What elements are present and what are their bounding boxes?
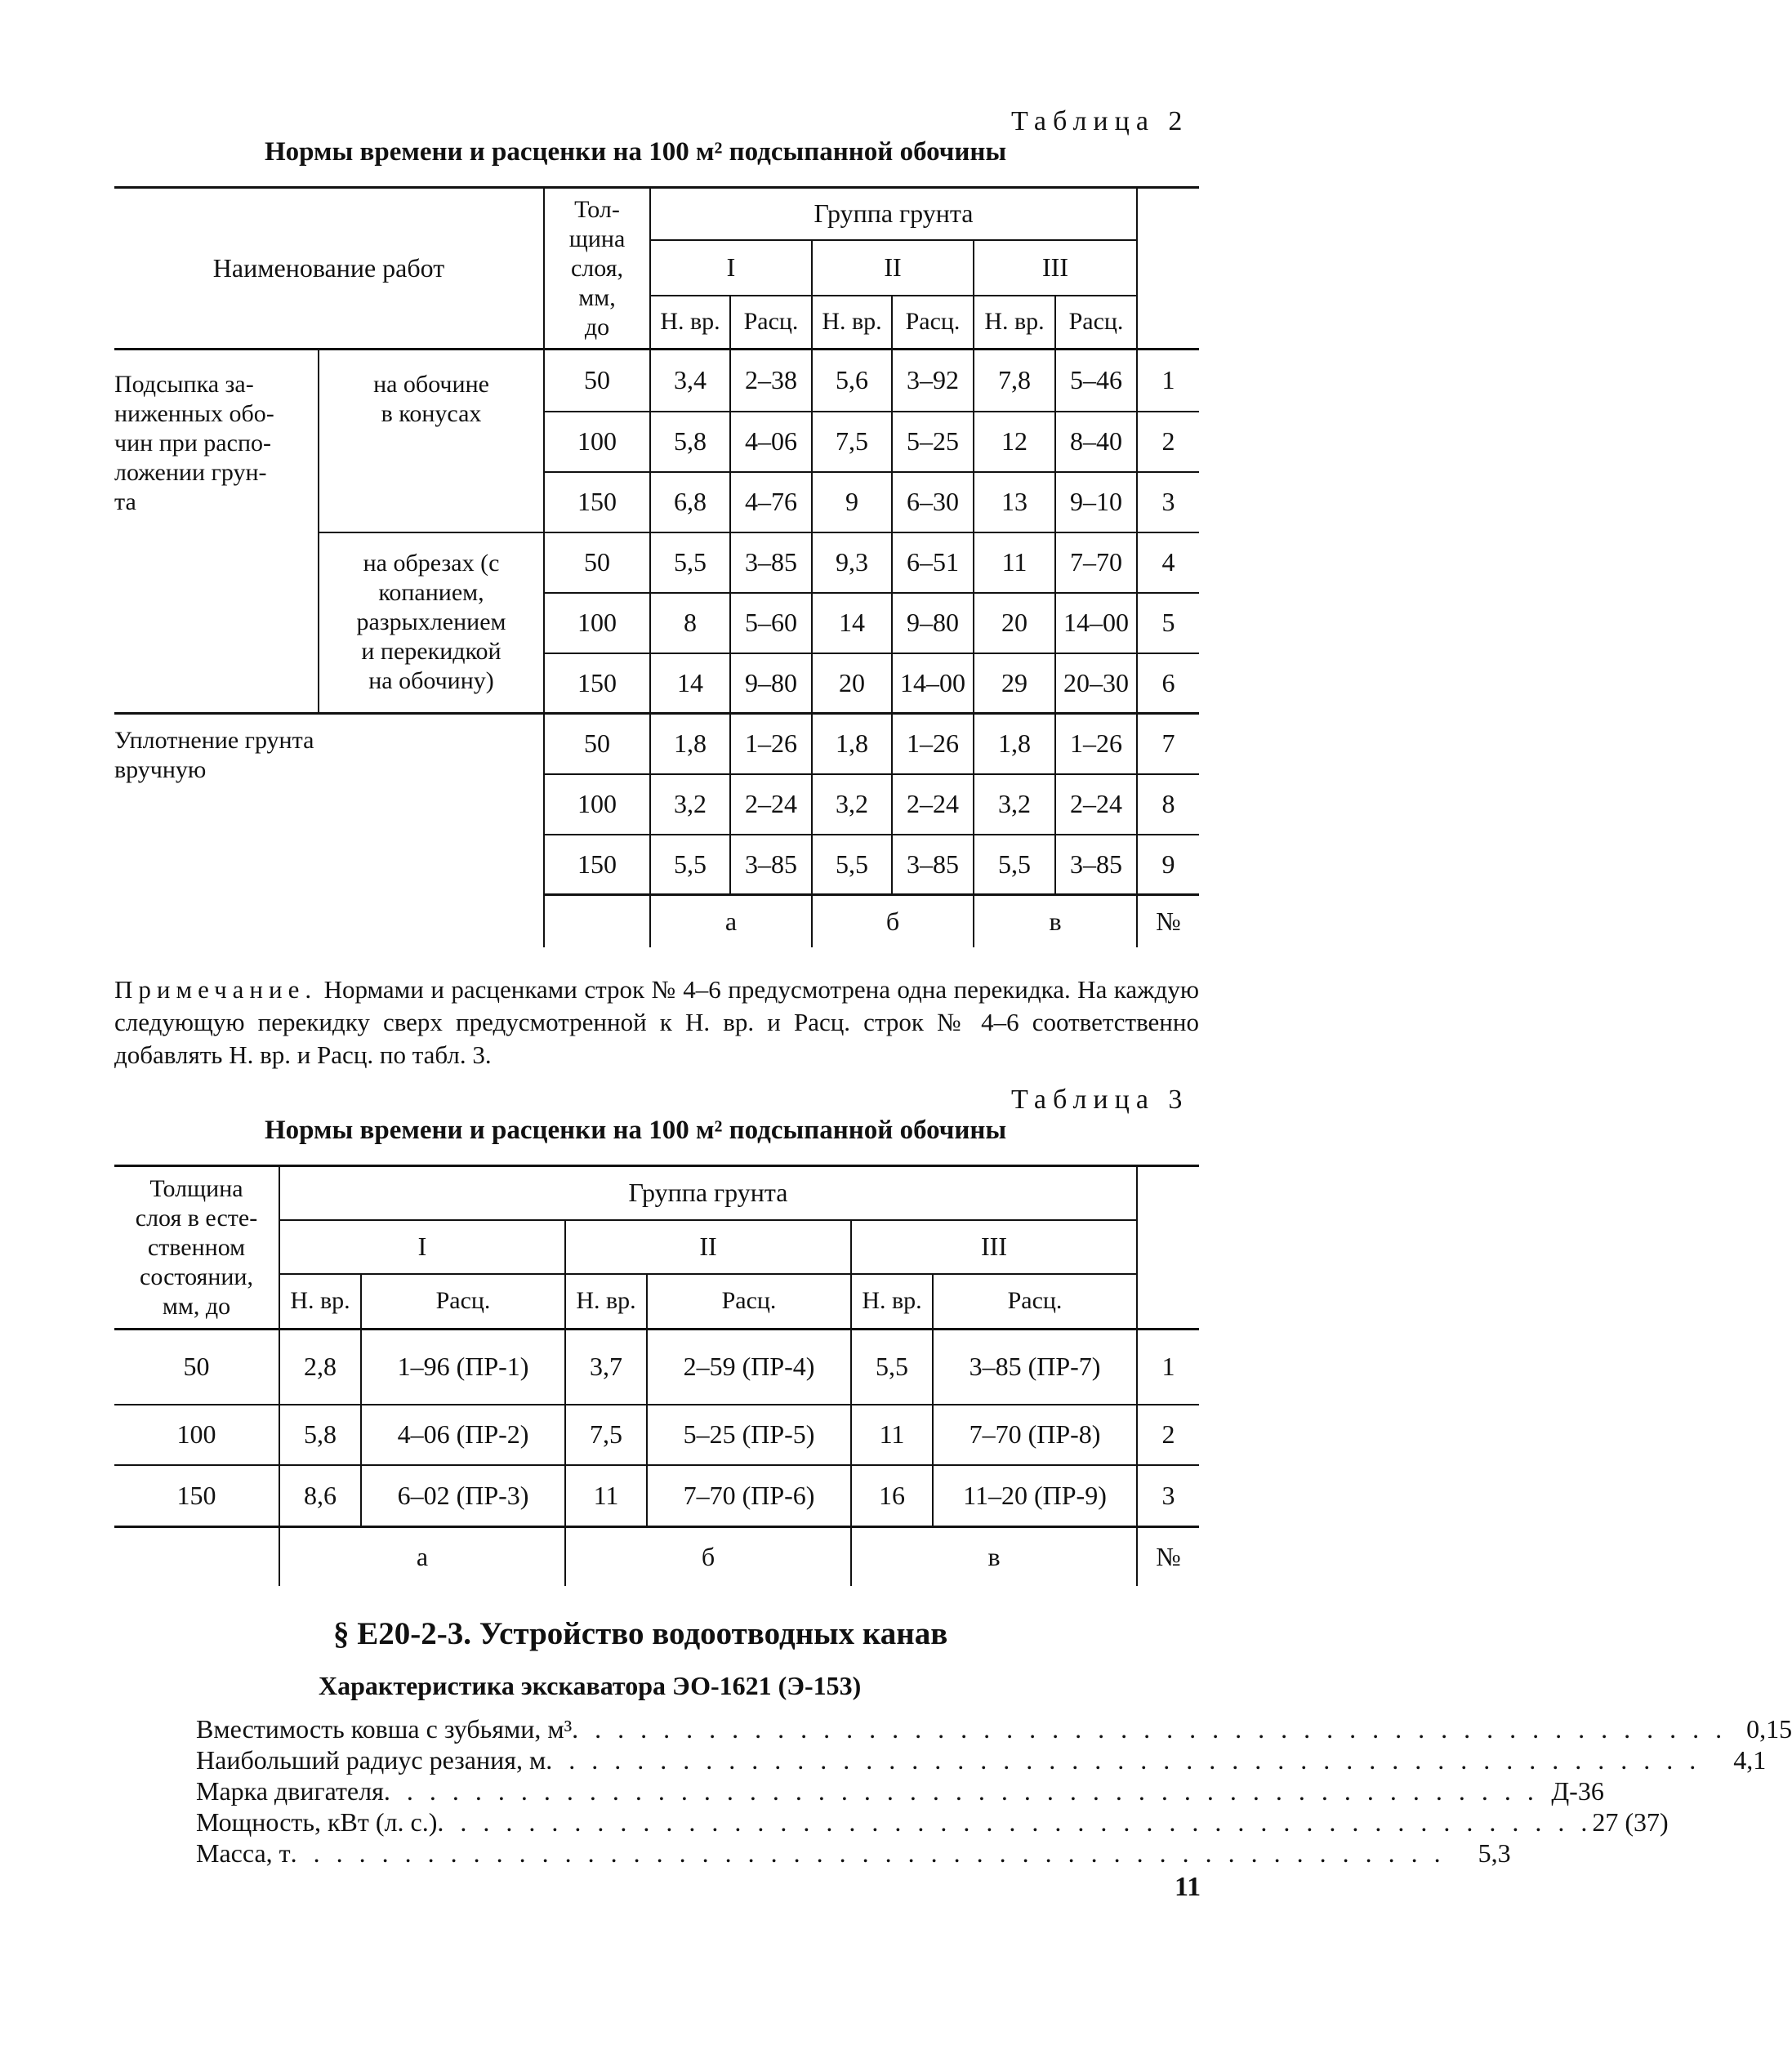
- t2-row5-num: 5: [1137, 593, 1199, 653]
- table2-title: Нормы времени и расценки на 100 м² подсыпанной обочины: [265, 137, 1007, 167]
- t3-h-rasc: Расц.: [361, 1274, 565, 1330]
- t2-row1-cell: 5–46: [1055, 350, 1137, 412]
- t2-row3-cell: 4–76: [730, 472, 812, 532]
- t3-row1-cell: 1–96 (ПР-1): [361, 1330, 565, 1405]
- t2-row1-cell: 7,8: [974, 350, 1055, 412]
- spec-label: Марка двигателя: [196, 1776, 384, 1806]
- spec-value: 27 (37): [1592, 1807, 1669, 1837]
- t2-row7-cell: 1–26: [892, 714, 974, 774]
- t2-row6-cell: 14–00: [892, 653, 974, 714]
- t2-row8-cell: 2–24: [1055, 774, 1137, 835]
- t3-header-group: Группа грунта: [279, 1166, 1137, 1220]
- t3-group-1: I: [279, 1220, 565, 1274]
- spec-row: [196, 1838, 1511, 1869]
- t2-row9-num: 9: [1137, 835, 1199, 895]
- t2-row2-cell: 5–25: [892, 412, 974, 472]
- t2-header-blank: [1137, 188, 1199, 240]
- t2-row8-thickness: 100: [544, 774, 650, 835]
- t2-row6-num: 6: [1137, 653, 1199, 714]
- t2-row1-cell: 2–38: [730, 350, 812, 412]
- t2-row1-cell: 3,4: [650, 350, 730, 412]
- t2-row2-cell: 5,8: [650, 412, 730, 472]
- t2-header-name: Наименование работ: [114, 188, 544, 350]
- t2-row9-cell: 3–85: [1055, 835, 1137, 895]
- section-title: § Е20-2-3. Устройство водоотводных канав: [333, 1616, 948, 1651]
- t2-row7-cell: 1–26: [730, 714, 812, 774]
- t3-footer-b: б: [565, 1527, 851, 1586]
- t3-h-nvr: Н. вр.: [851, 1274, 933, 1330]
- t2-h-rasc: Расц.: [1055, 296, 1137, 350]
- t2-row3-cell: 13: [974, 472, 1055, 532]
- t3-row1-thickness: 50: [114, 1330, 279, 1405]
- t3-row3-cell: 7–70 (ПР-6): [647, 1465, 851, 1527]
- t2-row1-cell: 3–92: [892, 350, 974, 412]
- t2-row6-cell: 29: [974, 653, 1055, 714]
- t2-footer-b: б: [812, 895, 974, 947]
- t3-row3-cell: 11: [565, 1465, 647, 1527]
- t2-row8-cell: 3,2: [650, 774, 730, 835]
- t2-row9-cell: 3–85: [892, 835, 974, 895]
- t2-row2-thickness: 100: [544, 412, 650, 472]
- spec-label: Наибольший радиус резания, м: [196, 1745, 546, 1775]
- t2-group-3: III: [974, 240, 1137, 296]
- t2-row8-cell: 3,2: [974, 774, 1055, 835]
- t3-row2-cell: 5,8: [279, 1405, 361, 1465]
- t2-footer-num: №: [1156, 906, 1181, 936]
- t2-row9-cell: 5,5: [650, 835, 730, 895]
- t3-footer-c: в: [851, 1527, 1137, 1586]
- t2-row5-cell: 9–80: [892, 593, 974, 653]
- t3-row3-cell: 8,6: [279, 1465, 361, 1527]
- t2-row7-cell: 1,8: [650, 714, 730, 774]
- t2-h-rasc: Расц.: [892, 296, 974, 350]
- t2-row6-cell: 20: [812, 653, 892, 714]
- spec-row: [196, 1744, 1767, 1775]
- t2-row2-cell: 12: [974, 412, 1055, 472]
- t2-row1-cell: 5,6: [812, 350, 892, 412]
- t3-row2-cell: 5–25 (ПР-5): [647, 1405, 851, 1465]
- t2-group-2: II: [812, 240, 974, 296]
- t2-row9-thickness: 150: [544, 835, 650, 895]
- t2-row3-thickness: 150: [544, 472, 650, 532]
- t2-work1b: на обрезах (с копанием, разрыхлением и перекидкой на обочину): [319, 532, 544, 714]
- t2-row3-num: 3: [1137, 472, 1199, 532]
- t2-footer-a: а: [650, 895, 812, 947]
- t3-row1-cell: 2–59 (ПР-4): [647, 1330, 851, 1405]
- spec-leader: . . . . . . . . . . . . . . . . . . . . . . . . . . . . . . . . . . . . . . . . . . . . . . . . . . .: [546, 1745, 1701, 1775]
- t3-row3-cell: 6–02 (ПР-3): [361, 1465, 565, 1527]
- t2-group-1: I: [650, 240, 812, 296]
- note: [114, 973, 1199, 1071]
- t3-row2-cell: 7–70 (ПР-8): [933, 1405, 1137, 1465]
- t2-row7-cell: 1,8: [812, 714, 892, 774]
- page-number: 11: [1175, 1872, 1201, 1902]
- t2-row5-cell: 5–60: [730, 593, 812, 653]
- t2-h-nvr: Н. вр.: [974, 296, 1055, 350]
- t2-row3-cell: 9: [812, 472, 892, 532]
- t3-row3-cell: 16: [851, 1465, 933, 1527]
- t2-work1a: на обочине в конусах: [319, 350, 544, 532]
- t2-h-rasc: Расц.: [730, 296, 812, 350]
- t2-row3-cell: 6,8: [650, 472, 730, 532]
- spec-label: Мощность, кВт (л. с.): [196, 1807, 438, 1837]
- t2-row2-num: 2: [1137, 412, 1199, 472]
- table2-number: Таблица 2: [1011, 106, 1189, 136]
- t2-row4-cell: 6–51: [892, 532, 974, 593]
- spec-row: [196, 1775, 1604, 1806]
- t2-row5-cell: 14: [812, 593, 892, 653]
- spec-value: 5,3: [1478, 1838, 1511, 1868]
- t2-row6-thickness: 150: [544, 653, 650, 714]
- spec-value: Д-36: [1551, 1776, 1604, 1806]
- section-subtitle: Характеристика экскаватора ЭО-1621 (Э-153): [319, 1671, 862, 1700]
- table3-title: Нормы времени и расценки на 100 м² подсыпанной обочины: [265, 1116, 1007, 1145]
- t2-footer-c: в: [974, 895, 1137, 947]
- spec-row: [196, 1713, 1792, 1744]
- t2-row9-cell: 5,5: [974, 835, 1055, 895]
- t3-h-nvr: Н. вр.: [279, 1274, 361, 1330]
- t2-header-group: Группа грунта: [650, 188, 1137, 240]
- t3-footer-a: а: [279, 1527, 565, 1586]
- t2-row8-num: 8: [1137, 774, 1199, 835]
- t2-row3-cell: 6–30: [892, 472, 974, 532]
- table3: [114, 1165, 1199, 1586]
- t2-work1: Подсыпка за- ниженных обо- чин при распо- ложении грун- та: [114, 350, 319, 532]
- t2-row3-cell: 9–10: [1055, 472, 1137, 532]
- t2-row4-cell: 5,5: [650, 532, 730, 593]
- t2-row9-cell: 5,5: [812, 835, 892, 895]
- t2-header-thickness: Тол- щина слоя, мм, до: [544, 188, 650, 350]
- t3-row3-num: 3: [1137, 1465, 1199, 1527]
- table3-number: Таблица 3: [1011, 1085, 1189, 1115]
- spec-label: Масса, т: [196, 1838, 291, 1868]
- t3-row2-thickness: 100: [114, 1405, 279, 1465]
- t3-row3-thickness: 150: [114, 1465, 279, 1527]
- t2-row4-cell: 3–85: [730, 532, 812, 593]
- t2-row4-cell: 9,3: [812, 532, 892, 593]
- t3-row1-cell: 3,7: [565, 1330, 647, 1405]
- t2-row5-cell: 8: [650, 593, 730, 653]
- t3-row1-cell: 2,8: [279, 1330, 361, 1405]
- t2-row7-cell: 1,8: [974, 714, 1055, 774]
- t2-row8-cell: 2–24: [730, 774, 812, 835]
- note-label: Примечание.: [114, 975, 318, 1004]
- t2-row5-cell: 14–00: [1055, 593, 1137, 653]
- t2-row5-thickness: 100: [544, 593, 650, 653]
- t3-header-thickness: Толщина слоя в есте- ственном состоянии, мм, до: [114, 1166, 279, 1330]
- t3-row2-cell: 4–06 (ПР-2): [361, 1405, 565, 1465]
- t2-h-nvr: Н. вр.: [650, 296, 730, 350]
- t3-row1-cell: 3–85 (ПР-7): [933, 1330, 1137, 1405]
- t2-row2-cell: 4–06: [730, 412, 812, 472]
- t2-row4-num: 4: [1137, 532, 1199, 593]
- t2-row4-thickness: 50: [544, 532, 650, 593]
- t2-row8-cell: 3,2: [812, 774, 892, 835]
- t2-row6-cell: 9–80: [730, 653, 812, 714]
- t2-row1-num: 1: [1137, 350, 1199, 412]
- t2-row8-cell: 2–24: [892, 774, 974, 835]
- t3-h-rasc: Расц.: [933, 1274, 1137, 1330]
- t2-row7-cell: 1–26: [1055, 714, 1137, 774]
- spec-row: [196, 1806, 1669, 1838]
- t2-row7-num: 7: [1137, 714, 1199, 774]
- t3-group-3: III: [851, 1220, 1137, 1274]
- t3-row2-cell: 11: [851, 1405, 933, 1465]
- t3-row1-num: 1: [1137, 1330, 1199, 1405]
- t2-row5-cell: 20: [974, 593, 1055, 653]
- spec-leader: . . . . . . . . . . . . . . . . . . . . . . . . . . . . . . . . . . . . . . . . . . . . . . . . . . .: [437, 1807, 1593, 1837]
- t2-row7-thickness: 50: [544, 714, 650, 774]
- t3-h-nvr: Н. вр.: [565, 1274, 647, 1330]
- t2-row1-thickness: 50: [544, 350, 650, 412]
- spec-leader: . . . . . . . . . . . . . . . . . . . . . . . . . . . . . . . . . . . . . . . . . . . . . . . . . . .: [383, 1776, 1539, 1806]
- t3-row2-cell: 7,5: [565, 1405, 647, 1465]
- spec-list: [196, 1713, 1792, 1869]
- t2-row4-cell: 7–70: [1055, 532, 1137, 593]
- t3-row1-cell: 5,5: [851, 1330, 933, 1405]
- spec-value: 4,1: [1733, 1745, 1767, 1775]
- t2-row4-cell: 11: [974, 532, 1055, 593]
- t3-row3-cell: 11–20 (ПР-9): [933, 1465, 1137, 1527]
- t3-row2-num: 2: [1137, 1405, 1199, 1465]
- t2-row2-cell: 7,5: [812, 412, 892, 472]
- t3-group-2: II: [565, 1220, 851, 1274]
- t2-row2-cell: 8–40: [1055, 412, 1137, 472]
- t3-footer-num: №: [1156, 1541, 1181, 1571]
- spec-leader: . . . . . . . . . . . . . . . . . . . . . . . . . . . . . . . . . . . . . . . . . . . . . . . . . . .: [572, 1714, 1727, 1744]
- t2-row9-cell: 3–85: [730, 835, 812, 895]
- spec-value: 0,15: [1746, 1714, 1792, 1744]
- t2-row6-cell: 14: [650, 653, 730, 714]
- t2-work2: Уплотнение грунта вручную: [114, 714, 544, 895]
- t2-h-nvr: Н. вр.: [812, 296, 892, 350]
- t2-row6-cell: 20–30: [1055, 653, 1137, 714]
- table2: [114, 186, 1199, 947]
- t3-h-rasc: Расц.: [647, 1274, 851, 1330]
- spec-leader: . . . . . . . . . . . . . . . . . . . . . . . . . . . . . . . . . . . . . . . . . . . . . . . . . . .: [290, 1838, 1446, 1868]
- note-text: Нормами и расценками строк № 4–6 предусмотрена одна перекидка. На каждую следующую перекидку сверх предусмотренной к Н. вр. и Расц. строк № 4–6 соответственно добавлять Н. вр. и Расц. по табл. 3.: [114, 975, 1199, 1069]
- spec-label: Вместимость ковша с зубьями, м³: [196, 1714, 573, 1744]
